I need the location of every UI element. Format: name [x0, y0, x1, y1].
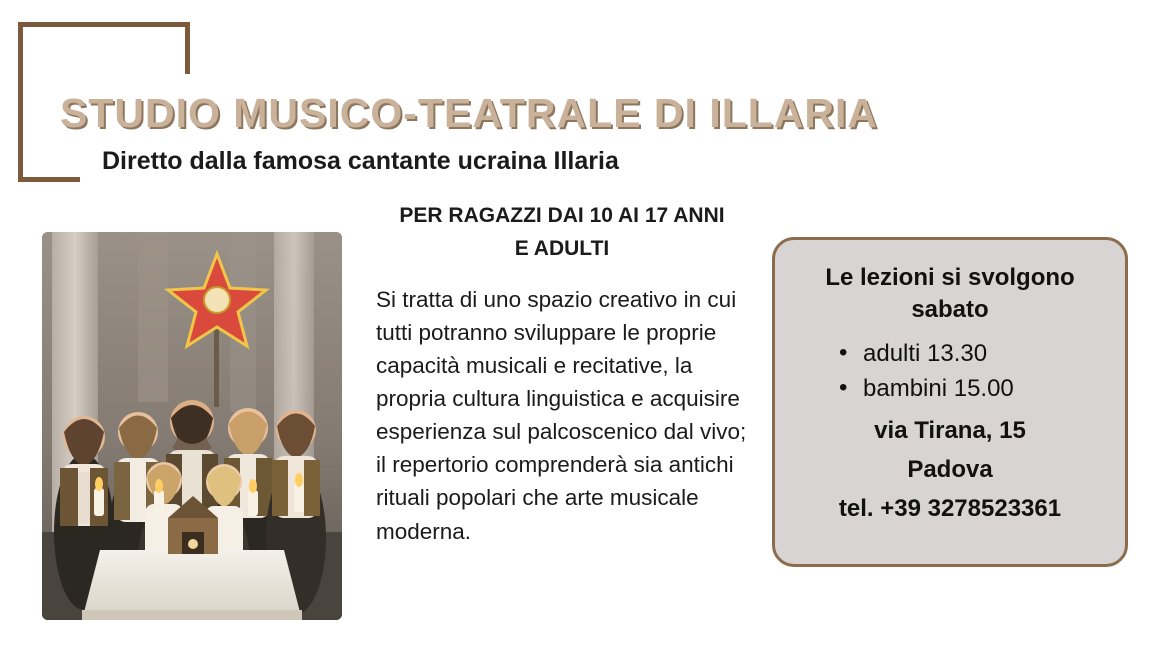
main-text-column	[376, 200, 748, 548]
page-subtitle: Diretto dalla famosa cantante ucraina Illaria	[102, 147, 619, 175]
decorative-frame-segment-bottom	[18, 177, 80, 182]
decorative-frame-segment-right	[185, 22, 190, 74]
audience-line-2: E ADULTI	[514, 236, 610, 260]
group-photo-illustration	[42, 232, 342, 620]
list-item: • adulti 13.30	[835, 337, 1105, 372]
schedule-list	[835, 337, 1105, 407]
page-title: STUDIO MUSICO-TEATRALE DI ILLARIA	[60, 90, 879, 136]
description-paragraph: Si tratta di uno spazio creativo in cui tutti potranno sviluppare le proprie capacità musicali e recitative, la propria cultura linguistica e acquisire esperienza sul palcoscenico dal vivo; il repertorio comprenderà sia antichi rituali popolari che arte musicale moderna.	[376, 287, 747, 544]
group-photo	[42, 232, 342, 620]
address-line-1: via Tirana, 15	[874, 417, 1026, 445]
audience-heading	[376, 200, 748, 265]
schedule-info-card	[772, 237, 1128, 567]
header	[60, 90, 1110, 176]
audience-line-1: PER RAGAZZI DAI 10 AI 17 ANNI	[399, 204, 725, 227]
list-item: • bambini 15.00	[835, 372, 1105, 407]
address-line-2: Padova	[907, 456, 993, 484]
card-title: Le lezioni si svolgono sabato	[825, 264, 1075, 324]
phone-number: tel. +39 3278523361	[838, 494, 1062, 522]
